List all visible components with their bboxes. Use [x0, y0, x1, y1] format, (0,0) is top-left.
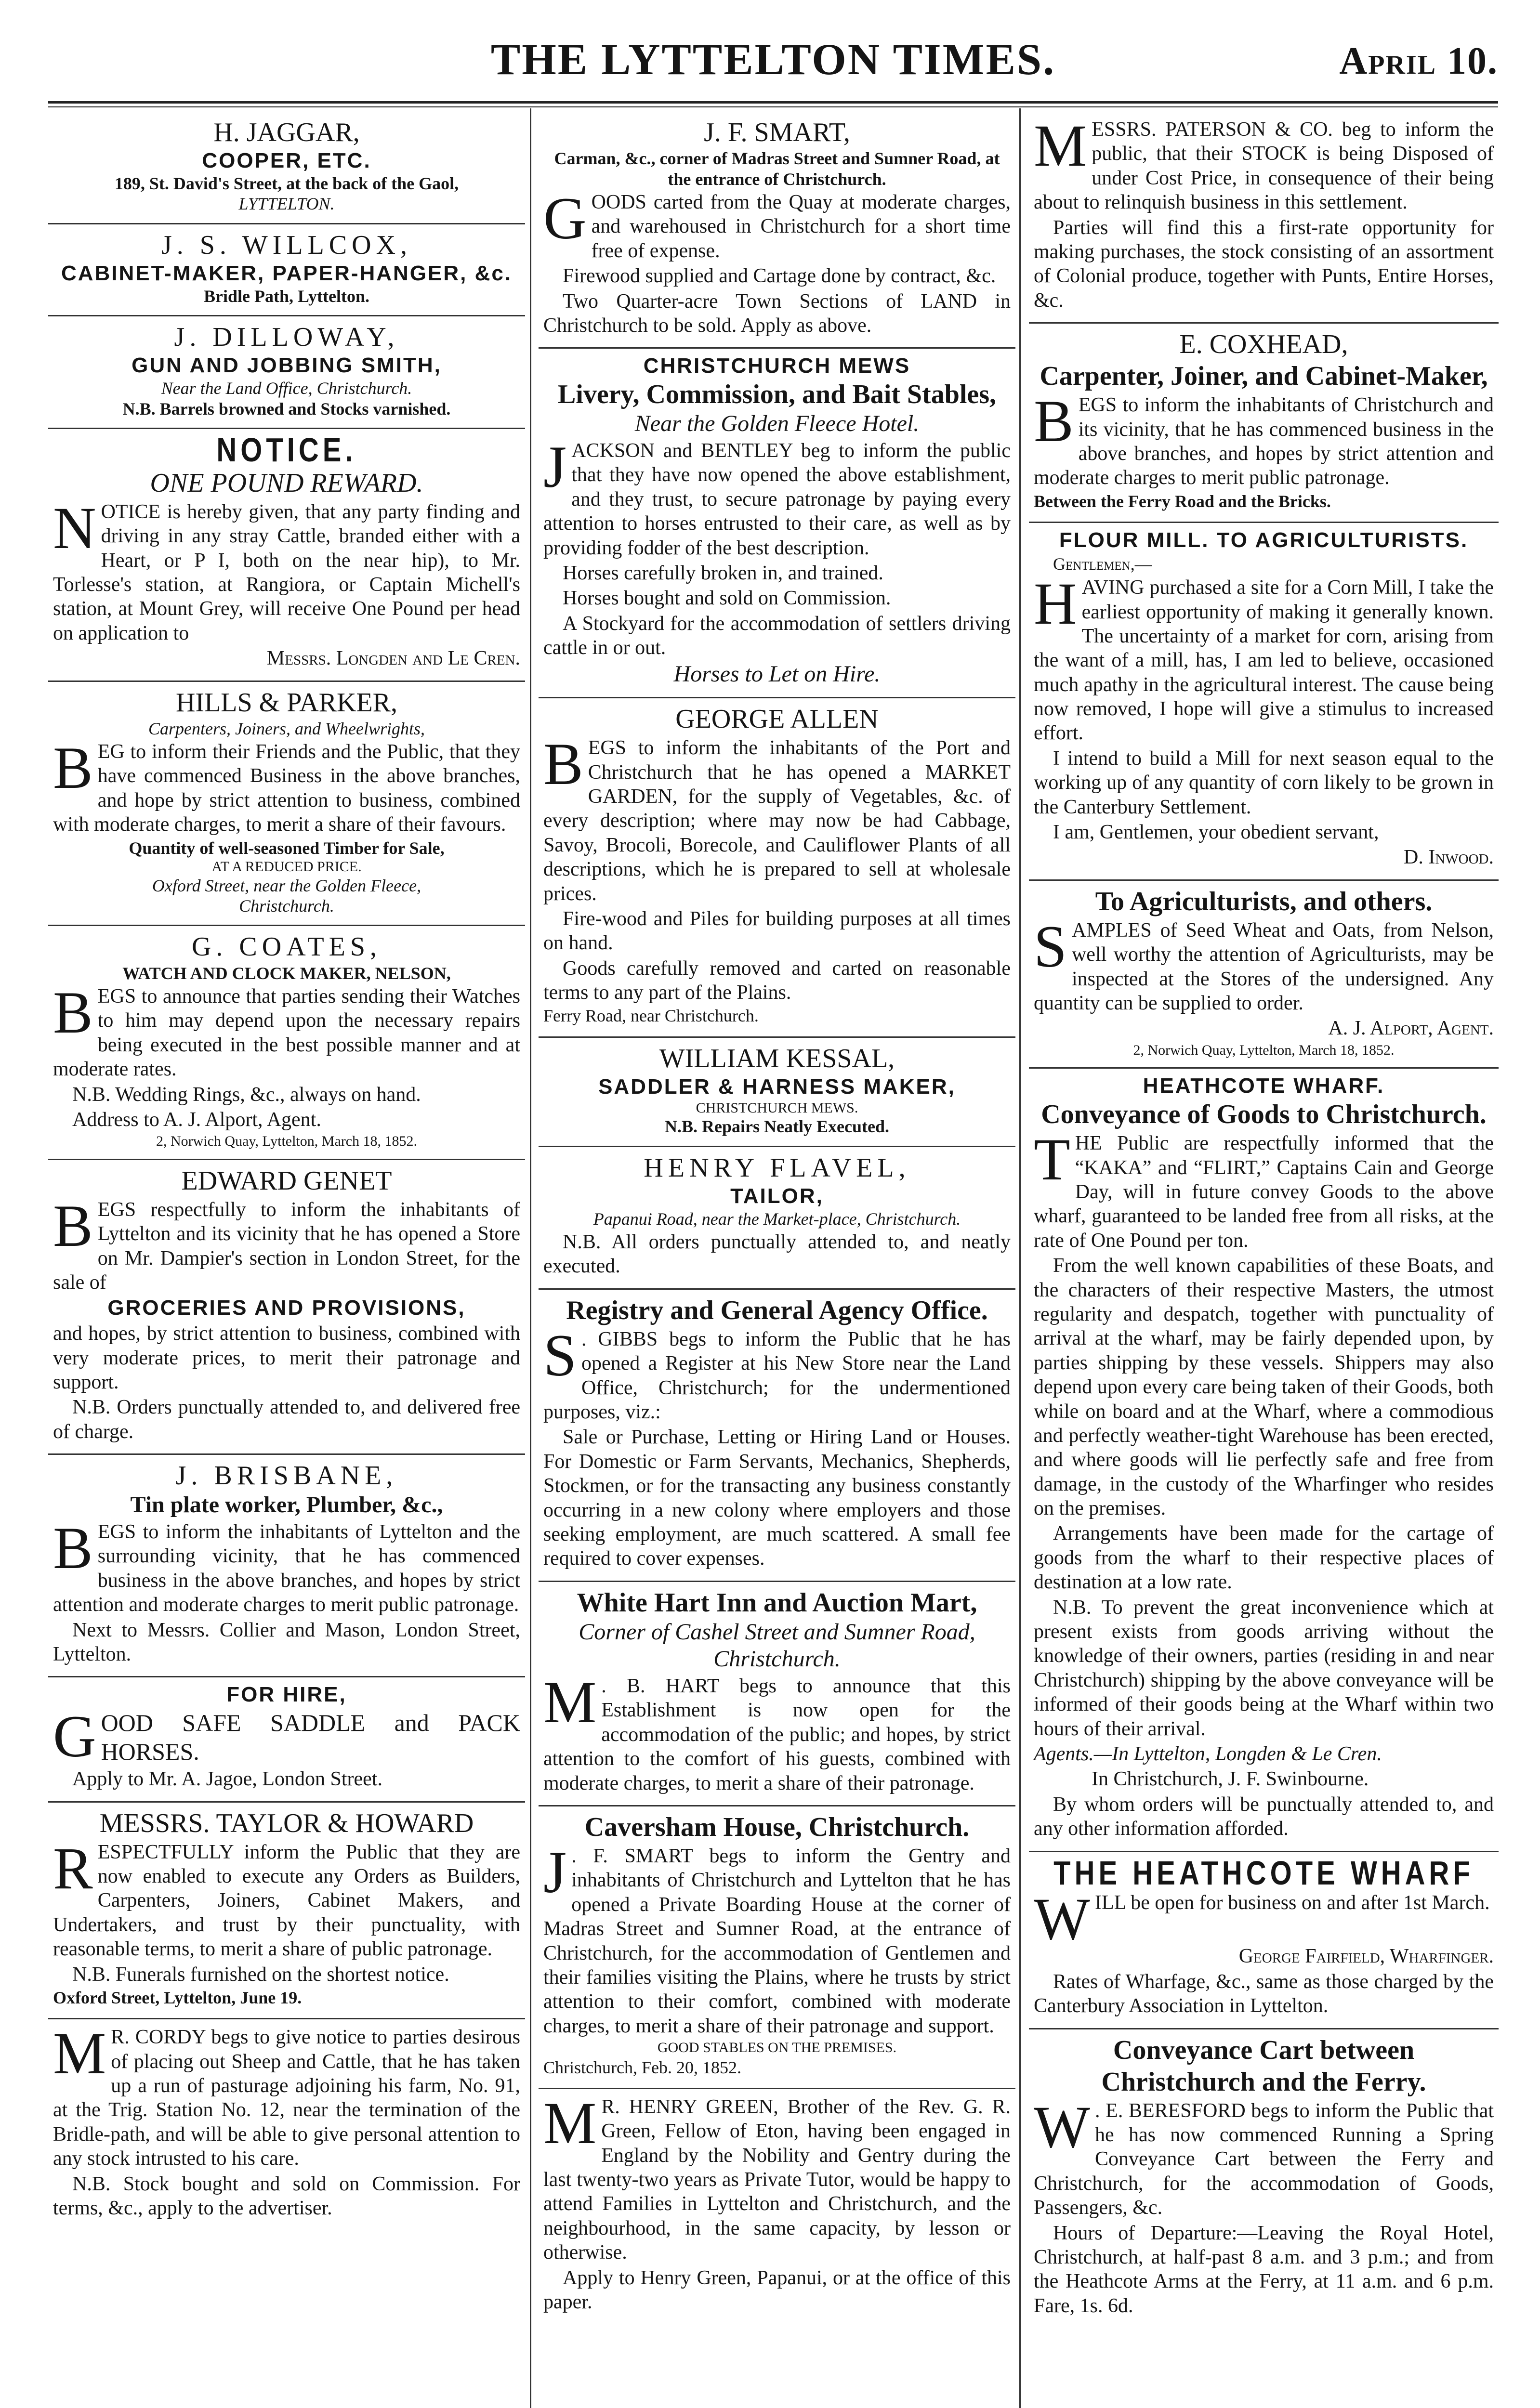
ad-name: HEATHCOTE WHARF. [1143, 1074, 1385, 1098]
masthead: THE LYTTELTON TIMES. [490, 35, 1056, 84]
drop-cap: B [543, 731, 583, 798]
ad-christchurch-mews [539, 349, 1015, 698]
ad-henry-green [539, 2089, 1015, 2324]
ad-trade: Carpenter, Joiner, and Cabinet-Maker, [1040, 361, 1488, 392]
ad-body-2: and hopes, by strict attention to business, combined with very moderate prices, to merit their patronage and support. [53, 1322, 520, 1394]
drop-cap: M [1034, 113, 1087, 179]
ad-signature: George Fairfield, Wharfinger. [1238, 1945, 1494, 1968]
ad-name: E. COXHEAD, [1179, 329, 1348, 360]
ad-trade: Livery, Commission, and Bait Stables, [557, 380, 997, 410]
drop-cap: S [1034, 913, 1067, 980]
ad-body: OODS carted from the Quay at moderate charges, and warehoused in Christchurch for a short time free of expense. [591, 191, 1011, 262]
ad-address: Near the Land Office, Christchurch. [161, 379, 412, 398]
drop-cap: W [1034, 1885, 1091, 1952]
ad-para: Horses carefully broken in, and trained. [563, 562, 883, 584]
ad-note: N.B. Barrels browned and Stocks varnished. [122, 399, 451, 419]
ad-date: 2, Norwich Quay, Lyttelton, March 18, 1852. [156, 1133, 418, 1150]
column-rule [1019, 108, 1021, 2408]
ad-body: . GIBBS begs to inform the Public that he has opened a Register at his New Store near the Land Office, Christchurch; for the undermentioned purposes, viz.: [543, 1328, 1011, 1423]
ad-body: EGS to inform the inhabitants of Lyttelton and the surrounding vicinity, that he has commenced business in the above branches, and hopes by strict attention and moderate charges to merit public patronage. [53, 1520, 520, 1616]
ad-para: Rates of Wharfage, &c., same as those charged by the Canterbury Association in Lyttelton. [1034, 1970, 1494, 2017]
ad-name: CHRISTCHURCH MEWS [643, 354, 911, 378]
ad-note: N.B. All orders punctually attended to, and neatly executed. [543, 1230, 1011, 1278]
ad-body: OTICE is hereby given, that any party finding and driving in any stray Cattle, branded either with a Heart, or P I, both on the near hip), to Mr. Torlesse's station, at Rangiora, or Captain Michell's station, at Mount Grey, will receive One Pound per head on application to [53, 500, 520, 644]
ad-brisbane [48, 1455, 525, 1677]
drop-cap: B [1034, 388, 1074, 455]
ad-subtitle: ONE POUND REWARD. [150, 468, 423, 498]
ad-paterson [1029, 112, 1499, 324]
ad-flavel [539, 1147, 1015, 1290]
ad-caversham [539, 1806, 1015, 2089]
drop-cap: J [543, 1839, 567, 1906]
column-rule [530, 108, 531, 2408]
ad-name: HENRY FLAVEL, [644, 1152, 910, 1183]
ad-body: R. HENRY GREEN, Brother of the Rev. G. R. Green, Fellow of Eton, having been engaged in England by the Nobility and Gentry during the last twenty-two years as Private Tutor, would be happy to attend Families in Lyttelton and Christchurch, and the neighbourhood, in the same capacity, by lesson or otherwise. [543, 2095, 1011, 2264]
ad-signature: A. J. Alport, Agent. [1328, 1017, 1494, 1040]
ad-para: Horses to Let on Hire. [673, 661, 881, 687]
ad-timber: Quantity of well-seasoned Timber for Sale, [129, 838, 445, 858]
ad-name: THE HEATHCOTE WHARF [1053, 1854, 1474, 1892]
ad-para: Goods carefully removed and carted on reasonable terms to any part of the Plains. [543, 957, 1011, 1004]
ad-note: N.B. Orders punctually attended to, and delivered free of charge. [53, 1396, 520, 1443]
ad-town: Christchurch. [239, 896, 334, 916]
drop-cap: M [543, 1669, 597, 1736]
ad-seed-wheat [1029, 881, 1499, 1069]
drop-cap: R [53, 1835, 93, 1901]
ad-trade: Tin plate worker, Plumber, &c., [130, 1492, 443, 1518]
issue-date: April 10. [1339, 40, 1498, 82]
ad-body: AVING purchased a site for a Corn Mill, I take the earliest opportunity of making it generally known. The uncertainty of a market for corn, arising from the want of a mill, has, I am led to believe, occasioned much apathy in the agricultural interest. The cause being now removed, I hope will give a stimulus to increased effort. [1034, 576, 1494, 745]
ad-trade: Conveyance of Goods to Christchurch. [1041, 1099, 1487, 1130]
ad-stables: GOOD STABLES ON THE PREMISES. [657, 2040, 897, 2056]
ad-para: Sale or Purchase, Letting or Hiring Land or Houses. For Domestic or Farm Servants, Mechanics, Shepherds, Stockmen, or for the transacting any business constantly occurring in a new colony where employers and those seeking employment, are much scattered. A small fee required to cover expenses. [543, 1426, 1011, 1570]
ad-para: From the well known capabilities of these Boats, and the characters of their respective Masters, the utmost regularity and despatch, together with punctuality of arrival at the wharf, may be fairly depended upon, by parties shipping by these vessels. Shippers may also depend upon every care being taken of their Goods, both while on board and at the Wharf, where a commodious and perfectly weather-tight Warehouse has been erected, and where goods will lie perfectly safe and free from damage, in the custody of the Wharfinger who resides on the premises. [1034, 1255, 1494, 1520]
ad-name: J. S. WILLCOX, [161, 230, 412, 260]
ad-para: I intend to build a Mill for next season equal to the working up of any quantity of corn likely to be grown in the Canterbury Settlement. [1034, 747, 1494, 818]
ad-name: Registry and General Agency Office. [566, 1295, 988, 1325]
ad-body: EG to inform their Friends and the Public, that they have commenced Business in the above branches, and hope by strict attention to business, combined with moderate charges, to merit a share of their favours. [53, 741, 520, 836]
drop-cap: T [1034, 1126, 1070, 1193]
column-2 [539, 112, 1015, 2408]
ad-cordy [48, 2019, 525, 2230]
ad-hills-parker [48, 682, 525, 927]
ad-title: FOR HIRE, [226, 1683, 347, 1707]
ad-trade: Carpenters, Joiners, and Wheelwrights, [148, 719, 425, 738]
page-header [48, 29, 1498, 101]
ad-name: EDWARD GENET [181, 1165, 392, 1196]
ad-note: N.B. Repairs Neatly Executed. [665, 1117, 889, 1137]
ad-signature: D. Inwood. [1404, 846, 1494, 869]
ad-body: ACKSON and BENTLEY beg to inform the public that they have now opened the above establishment, and they trust, to secure patronage by paying every attention to horses entrusted to their care, as well as by providing fodder of the best description. [543, 439, 1011, 559]
drop-cap: B [53, 980, 93, 1046]
ad-para: N.B. To prevent the great inconvenience which at present exists from goods arriving without the knowledge of their owners, parties (residing in and near Christchurch) shipping by the above conveyance will be informed of their goods being at the Wharf within two hours of their arrival. [1034, 1596, 1494, 1740]
ad-apply: Apply to Mr. A. Jagoe, London Street. [72, 1768, 382, 1791]
ad-agents: Agents.—In Lyttelton, Longden & Le Cren. [1034, 1742, 1382, 1765]
ad-address: Papanui Road, near the Market-place, Christchurch. [593, 1209, 961, 1229]
ad-para: Two Quarter-acre Town Sections of LAND in Christchurch to be sold. Apply as above. [543, 290, 1011, 337]
ad-apply: Apply to Henry Green, Papanui, or at the office of this paper. [543, 2266, 1011, 2313]
ad-trade: Carman, &c., corner of Madras Street and Sumner Road, at the entrance of Christchurch. [554, 149, 1000, 189]
column-3 [1029, 112, 1499, 2408]
ad-for-hire [48, 1677, 525, 1802]
drop-cap: G [543, 185, 587, 252]
ad-agents: In Christchurch, J. F. Swinbourne. [1092, 1768, 1369, 1791]
ad-address: Corner of Cashel Street and Sumner Road, Christchurch. [579, 1619, 975, 1672]
ad-the-heathcote-wharf [1029, 1852, 1499, 2029]
ad-town: LYTTELTON. [238, 194, 335, 214]
ad-name: WILLIAM KESSAL, [659, 1043, 895, 1073]
drop-cap: G [53, 1703, 96, 1770]
header-rule [48, 101, 1498, 107]
ad-para: I am, Gentlemen, your obedient servant, [1053, 821, 1379, 844]
ad-date: 2, Norwich Quay, Lyttelton, March 18, 1852. [1133, 1042, 1395, 1058]
ad-trade: WATCH AND CLOCK MAKER, NELSON, [122, 963, 451, 983]
ad-address: Between the Ferry Road and the Bricks. [1034, 491, 1331, 511]
ad-name: FLOUR MILL. TO AGRICULTURISTS. [1059, 528, 1469, 552]
ad-para: By whom orders will be punctually attended to, and any other information afforded. [1034, 1793, 1494, 1840]
ad-jaggar [48, 112, 525, 224]
ad-body: EGS to inform the inhabitants of the Port and Christchurch that he has opened a MARKET GARDEN, for the supply of Vegetables, &c. of every description; where may now be had Cabbage, Savoy, Brocoli, Borecole, and Cauliflower Plants of all descriptions, which he is prepared to sell at wholesale prices. [543, 737, 1011, 905]
ad-body: EGS respectfully to inform the inhabitants of Lyttelton and its vicinity that he has opened a Store on Mr. Dampier's section in London Street, for the sale of [53, 1198, 520, 1294]
ad-name: White Hart Inn and Auction Mart, [577, 1587, 977, 1618]
ad-trade: TAILOR, [730, 1184, 824, 1208]
ad-salutation: Gentlemen,— [1053, 554, 1152, 574]
drop-cap: M [53, 2020, 106, 2087]
ad-para: Arrangements have been made for the cartage of goods from the wharf to their respective places of destination at a low rate. [1034, 1522, 1494, 1594]
ad-body: EGS to inform the inhabitants of Christchurch and its vicinity, that he has commenced business in the above branches, and hopes by strict attention and moderate charges to merit public patronage. [1034, 394, 1494, 489]
ad-body: EGS to announce that parties sending their Watches to him may depend upon the necessary repairs being executed in the best possible manner and at moderate rates. [53, 985, 520, 1081]
ad-address: CHRISTCHURCH MEWS. [696, 1099, 858, 1116]
drop-cap: N [53, 495, 96, 561]
ad-name: H. JAGGAR, [213, 118, 360, 147]
drop-cap: B [53, 1192, 93, 1259]
column-1 [48, 112, 525, 2408]
ad-name: Conveyance Cart between Christchurch and the Ferry. [1101, 2035, 1426, 2097]
ad-name: To Agriculturists, and others. [1095, 886, 1433, 916]
ad-body: . F. SMART begs to inform the Gentry and inhabitants of Christchurch and Lyttelton that he has opened a Private Boarding House at the corner of Madras Street and Sumner Road, at the entrance of Christchurch, for the accommodation of Gentlemen and their families visiting the Plains, where he trusts by strict attention to their comfort, combined with moderate charges, to merit a share of their patronage and support. [543, 1845, 1011, 2037]
ad-trade: CABINET-MAKER, PAPER-HANGER, &c. [61, 262, 513, 285]
ad-body: OOD SAFE SADDLE and PACK HORSES. [101, 1709, 520, 1766]
ad-coxhead [1029, 324, 1499, 523]
drop-cap: S [543, 1322, 577, 1388]
ad-para: Firewood supplied and Cartage done by contract, &c. [563, 265, 996, 288]
ad-body: ESSRS. PATERSON & CO. beg to inform the public, that their STOCK is being Disposed of under Cost Price, in consequence of their being about to relinquish business in this settlement. [1034, 118, 1494, 214]
ad-note: N.B. Stock bought and sold on Commission. For terms, &c., apply to the advertiser. [53, 2172, 520, 2219]
ad-para: Fire-wood and Piles for building purposes at all times on hand. [543, 907, 1011, 955]
ad-name: J. BRISBANE, [175, 1461, 398, 1491]
ad-note: N.B. Wedding Rings, &c., always on hand. [72, 1083, 421, 1106]
ad-willcox [48, 224, 525, 316]
ad-address: Oxford Street, near the Golden Fleece, [152, 876, 421, 895]
ad-note: Next to Messrs. Collier and Mason, London Street, Lyttelton. [53, 1619, 520, 1665]
ad-body: . B. HART begs to announce that this Establishment is now open for the accommodation of the public; and hopes, by strict attention to the comfort of his guests, combined with moderate charges, to merit a share of their patronage. [543, 1675, 1011, 1794]
ad-address: Near the Golden Fleece Hotel. [634, 411, 920, 437]
ad-heathcote-wharf [1029, 1069, 1499, 1852]
ad-body: R. CORDY begs to give notice to parties desirous of placing out Sheep and Cattle, that he has taken up a run of pasturage adjoining his farm, No. 91, at the Trig. Station No. 12, near the termination of the Bridle-path, and will be able to give personal attention to any stock intrusted to his care. [53, 2026, 520, 2170]
ad-trade: SADDLER & HARNESS MAKER, [598, 1074, 956, 1099]
ad-title: NOTICE. [216, 431, 357, 469]
ad-flour-mill [1029, 523, 1499, 881]
drop-cap: H [1034, 571, 1077, 637]
ad-para: Parties will find this a first-rate opportunity for making purchases, the stock consisting of an assortment of Colonial produce, together with Punts, Entire Horses, &c. [1034, 216, 1494, 312]
ad-registry [539, 1290, 1015, 1582]
ad-smart [539, 112, 1015, 349]
ad-name: J. F. SMART, [704, 118, 850, 147]
ad-white-hart [539, 1582, 1015, 1806]
drop-cap: B [53, 1515, 93, 1581]
ad-taylor-howard [48, 1803, 525, 2020]
ad-para: A Stockyard for the accommodation of settlers driving cattle in or out. [543, 612, 1011, 659]
ad-note: N.B. Funerals furnished on the shortest notice. [72, 1963, 449, 1986]
ad-name: GEORGE ALLEN [675, 704, 879, 734]
ad-address: Ferry Road, near Christchurch. [543, 1006, 759, 1026]
ad-date: Christchurch, Feb. 20, 1852. [543, 2057, 741, 2077]
ad-name: J. DILLOWAY, [174, 322, 399, 353]
ad-address: 189, St. David's Street, at the back of the Gaol, [114, 173, 459, 193]
ad-trade: GUN AND JOBBING SMITH, [132, 353, 442, 378]
ad-body: . E. BERESFORD begs to inform the Public that he has now commenced Running a Spring Conveyance Cart between the Ferry and Christchurch, for the accommodation of Goods, Passengers, &c. [1034, 2099, 1494, 2219]
ad-dilloway [48, 316, 525, 429]
ad-goods: GROCERIES AND PROVISIONS, [107, 1296, 466, 1320]
ad-address: Oxford Street, Lyttelton, June 19. [53, 1988, 302, 2007]
ad-body: ILL be open for business on and after 1st March. [1095, 1891, 1490, 1914]
ad-notice [48, 429, 525, 681]
ad-coates [48, 926, 525, 1160]
ad-signature: Messrs. Longden and Le Cren. [266, 647, 520, 670]
ad-body: AMPLES of Seed Wheat and Oats, from Nelson, well worthy the attention of Agriculturists, may be inspected at the Stores of the undersigned. Any quantity can be supplied to order. [1034, 919, 1494, 1015]
ad-address: Address to A. J. Alport, Agent. [72, 1108, 321, 1131]
ad-genet [48, 1160, 525, 1455]
drop-cap: W [1034, 2094, 1091, 2160]
drop-cap: B [53, 735, 93, 801]
ad-name: HILLS & PARKER, [175, 687, 397, 718]
ad-para: Hours of Departure:—Leaving the Royal Hotel, Christchurch, at half-past 8 a.m. and 3 p.m.; and from the Heathcote Arms at the Ferry, at 11 a.m. and 6 p.m. Fare, 1s. 6d. [1034, 2222, 1494, 2317]
ad-price: AT A REDUCED PRICE. [211, 859, 362, 875]
ad-body: HE Public are respectfully informed that the “KAKA” and “FLIRT,” Captains Cain and George Day, will in future convey Goods to the above wharf, guaranteed to be landed free from all risks, at the rate of One Pound per ton. [1034, 1132, 1494, 1252]
ad-kessal [539, 1038, 1015, 1147]
ad-address: Bridle Path, Lyttelton. [204, 286, 369, 306]
ad-beresford [1029, 2029, 1499, 2328]
ad-name: MESSRS. TAYLOR & HOWARD [99, 1808, 474, 1838]
drop-cap: J [543, 433, 567, 500]
ad-name: G. COATES, [191, 932, 382, 962]
ad-body: ESPECTFULLY inform the Public that they are now enabled to execute any Orders as Builders, Carpenters, Joiners, Cabinet Makers, and Undertakers, and trust by their punctuality, with reasonable terms, to merit a share of public patronage. [53, 1841, 520, 1961]
ad-trade: COOPER, ETC. [202, 149, 371, 173]
ad-name: Caversham House, Christchurch. [584, 1812, 970, 1843]
ad-para: Horses bought and sold on Commission. [563, 587, 891, 610]
drop-cap: M [543, 2090, 597, 2156]
ad-george-allen [539, 698, 1015, 1038]
